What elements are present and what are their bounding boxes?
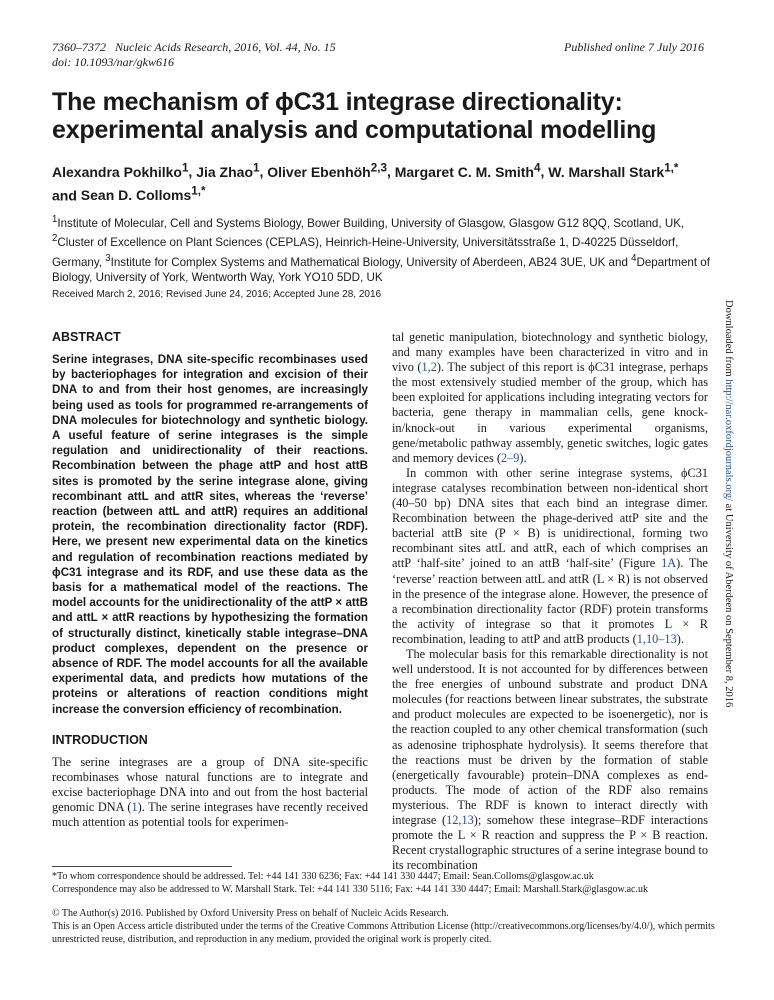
author: W. Marshall Stark$^{1,*}$ [548,161,679,180]
author: Oliver Ebenhöh$^{2,3}$ [267,161,387,180]
affiliations: $^1$Institute of Molecular, Cell and Systems Biology, Bower Building, University of Glasgow, Glasgow G12 8QQ, Scotland, UK, $^2$Cluster of Excellence on Plant Sciences (CEPLAS), Heinrich-Heine-University, Universitätsstraße 1, D-40225 Düsseldorf, Germany, $^3$Institute for Complex Systems and Mathematical Biology, University of Aberdeen, AB24 3UE, UK and $^4$Department of Biology, University of York, Wentworth Way, York YO10 5DD, UK [52,214,710,285]
page-range: 7360–7372 [52,40,106,54]
journal-citation: Nucleic Acids Research, 2016, Vol. 44, No. 15 [115,40,336,54]
license-block [52,907,717,946]
author: Margaret C. M. Smith$^4$ [394,161,541,180]
author: Sean D. Colloms$^{1,*}$ [80,184,206,204]
author: Alexandra Pokhilko$^1$ [52,161,189,180]
author: Jia Zhao$^1$ [196,161,260,180]
citation-link[interactable]: 1,10–13 [636,631,677,646]
download-watermark: Downloaded from http://nar.oxfordjournals.org/ at University of Aberdeen on September 8, 2016 [723,300,734,708]
intro-paragraph: The molecular basis for this remarkable directionality is not well understood. It is not accounted for by differences between the free energies of unbound substrate and product DNA molecules (for reactions between linear substrates, the substrate and product molecules are expected to be isoenergetic), nor is the reaction coupled to any other chemical transformation (such as adenosine triphosphate hydrolysis). It seems therefore that the reactions must be driven by the formation of stable (energetically favourable) protein–DNA complexes as end-products. The mode of action of the RDF also remains mysterious. The RDF is known to interact directly with integrase (12,13); somehow these integrase–RDF interactions promote the L × R reaction and suppress the P × B reaction. Recent crystallographic structures of a serine integrase bound to its recombination [392,646,708,873]
citation-link[interactable]: 12,13 [446,813,474,827]
published-date: Published online 7 July 2016 [564,40,704,54]
journal-link[interactable]: http://nar.oxfordjournals.org/ [723,379,734,502]
intro-paragraph: In common with other serine integrase systems, ϕC31 integrase catalyses recombination between non-identical short (40–50 bp) DNA sites that each bind an integrase dimer. Recombination between the phage-derived attP site and the bacterial attB site (P × B) is unidirectional, forming two recombinant sites attL and attR, each of which comprises an attP ‘half-site’ joined to an attB ‘half-site’ (Figure 1A). The ‘reverse’ reaction between attL and attR (L × R) is not observed in the presence of the integrase alone. However, the presence of a recombination directionality factor (RDF) protein transforms the activity of integrase so that it promotes L × R recombination, leading to attP and attB products (1,10–13). [392,465,709,646]
citation-link[interactable]: 1,2 [421,360,437,375]
citation-link[interactable]: 2–9 [500,450,520,465]
correspondence-line: *To whom correspondence should be addressed. Tel: +44 141 330 6236; Fax: +44 141 330 4447; Email: Sean.Colloms@glasgow.ac.uk [52,871,594,882]
abstract-text: Serine integrases, DNA site-specific recombinases used by bacteriophages for integration and excision of their DNA to and from their host genomes, are increasingly being used as tools for programmed re-arrangements of DNA molecules for biotechnology and synthetic biology. A useful feature of serine integrases is the simple regulation and unidirectionality of their reactions. Recombination between the phage attP and host attB sites is promoted by the serine integrase alone, giving recombinant attL and attR sites, whereas the ‘reverse’ reaction (between attL and attR) requires an additional protein, the recombination directionality factor (RDF). Here, we present new experimental data on the kinetics and regulation of recombination reactions mediated by ϕC31 integrase and its RDF, and use these data as the basis for a mathematical model of the reactions. The model accounts for the unidirectionality of the attP × attB and attL × attR reactions by hypothesizing the formation of structurally distinct, kinetically stable integrase–DNA product complexes, dependent on the presence or absence of RDF. The model accounts for all the available experimental data, and predicts how mutations of the proteins or alterations of reaction conditions might increase the conversion efficiency of recombination. [52,353,368,716]
paper-title: The mechanism of ϕC31 integrase directionality: experimental analysis and computational modelling [52,88,657,144]
abstract-heading: ABSTRACT [52,330,121,344]
introduction-heading: INTRODUCTION [52,732,148,747]
author-list: Alexandra Pokhilko$^1$, Jia Zhao$^1$, Oliver Ebenhöh$^{2,3}$, Margaret C. M. Smith$^4$, W. Marshall Stark$^{1,*}$ and Sean D. Colloms$^{1,*}$ [52,161,679,204]
right-column [392,330,708,873]
copyright-line: © The Author(s) 2016. Published by Oxford University Press on behalf of Nucleic Acids Research. [52,908,449,919]
intro-paragraph: The serine integrases are a group of DNA site-specific recombinases whose natural functions are to integrate and excise bacteriophage DNA into and out from the host bacterial genomic DNA (1). The serine integrases have recently received much attention as potential tools for experimen- [52,754,368,830]
received-dates: Received March 2, 2016; Revised June 24, 2016; Accepted June 28, 2016 [52,289,382,300]
correspondence-line: Correspondence may also be addressed to W. Marshall Stark. Tel: +44 141 330 5116; Fax: +44 141 330 4447; Email: Marshall.Stark@glasgow.ac.uk [52,884,648,895]
correspondence-footnote [52,870,717,896]
intro-paragraph: tal genetic manipulation, biotechnology and synthetic biology, and many examples have been characterized in vitro and in vivo (1,2). The subject of this report is ϕC31 integrase, perhaps the most extensively studied member of the group, which has been exploited for applications including integrating vectors for bacteria, gene therapy in mammalian cells, gene knock-in/knock-out in various experimental organisms, gene/metabolic pathway assembly, genetic switches, logic gates and memory devices (2–9). [392,330,709,465]
running-header [52,40,336,70]
footnote-divider [52,866,232,867]
doi[interactable]: doi: 10.1093/nar/gkw616 [52,55,174,69]
left-column [52,330,368,830]
citation-link[interactable]: 1 [131,800,138,815]
figure-link[interactable]: 1A [661,556,677,571]
license-text: This is an Open Access article distributed under the terms of the Creative Commons Attribution License (http://creativecommons.org/licenses/by/4.0/), which permits unrestricted reuse, distribution, and reproduction in any medium, provided the original work is properly cited. [52,921,715,945]
